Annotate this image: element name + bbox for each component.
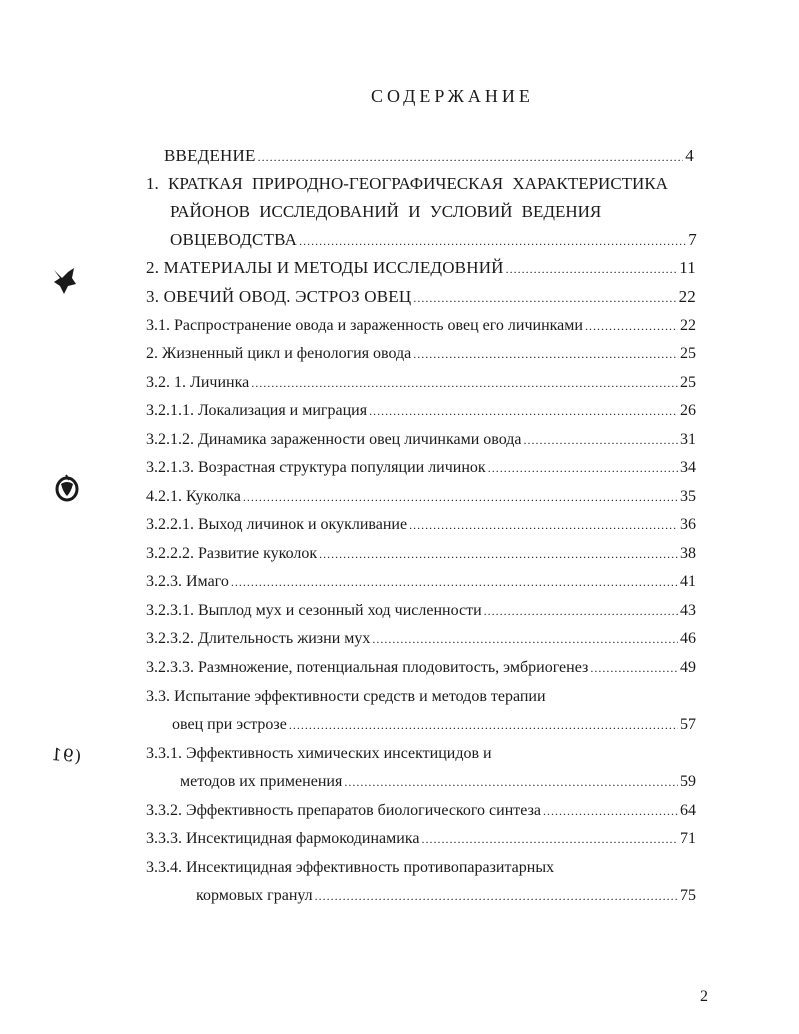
dot-leader — [344, 772, 678, 792]
toc-entry — [146, 316, 696, 336]
dot-leader — [413, 288, 676, 308]
toc-entry-label: 3.2.3. Имаго — [146, 573, 229, 590]
toc-entry-page: 4 — [685, 146, 694, 165]
toc-entry-page: 11 — [679, 258, 696, 277]
toc-entry-page: 71 — [680, 830, 696, 847]
toc-entry-page: 46 — [680, 630, 696, 647]
toc-entry-page: 43 — [680, 602, 696, 619]
toc-entry — [146, 487, 696, 507]
toc-entry-label: ВВЕДЕНИЕ — [164, 146, 256, 165]
toc-entry — [146, 430, 696, 450]
toc-entry — [146, 401, 696, 421]
toc-entry-label: 3.2.3.3. Размножение, потенциальная плодовитость, эмбриогенез — [146, 659, 589, 676]
toc-entry — [146, 344, 696, 364]
dot-leader — [409, 515, 678, 535]
dot-leader — [506, 259, 678, 279]
dot-leader — [289, 715, 678, 735]
toc-entry-label: 3.2.1.1. Локализация и миграция — [146, 402, 368, 419]
toc-entry-3-3-1-line1: 3.3.1. Эффективность химических инсектицидов и — [146, 745, 492, 762]
toc-entry-page: 7 — [688, 230, 697, 249]
toc-entry-label: 3.3.2. Эффективность препаратов биологического синтеза — [146, 802, 541, 819]
dot-leader — [243, 487, 678, 507]
dot-leader — [258, 147, 684, 167]
toc-entry-label: 3.2.3.2. Длительность жизни мух — [146, 630, 371, 647]
dot-leader — [299, 231, 686, 251]
toc-entry-chapter1 — [170, 230, 697, 251]
dot-leader — [590, 658, 678, 678]
toc-entry-chapter1-line1: 1. КРАТКАЯ ПРИРОДНО-ГЕОГРАФИЧЕСКАЯ ХАРАКТЕРИСТИКА — [146, 174, 668, 193]
handwritten-margin-note: (91 — [49, 744, 82, 768]
toc-entry-page: 57 — [680, 716, 696, 733]
toc-entry-page: 25 — [680, 374, 696, 391]
toc-entry-page: 31 — [680, 431, 696, 448]
toc-entry-label: 3.1. Распространение овода и зараженность овец его личинками — [146, 317, 583, 334]
toc-entry-chapter2 — [146, 258, 696, 279]
toc-entry-label: 2. МАТЕРИАЛЫ И МЕТОДЫ ИССЛЕДОВНИЙ — [146, 258, 504, 277]
toc-entry-page: 35 — [680, 488, 696, 505]
toc-entry-chapter3 — [146, 287, 696, 308]
toc-entry-page: 25 — [680, 345, 696, 362]
toc-entry-label: 4.2.1. Куколка — [146, 488, 241, 505]
toc-entry-page: 41 — [680, 573, 696, 590]
toc-entry-label: 3.2.2.1. Выход личинок и окукливание — [146, 516, 408, 533]
toc-entry-label: 3. ОВЕЧИЙ ОВОД. ЭСТРОЗ ОВЕЦ — [146, 287, 412, 306]
ink-stamp-mark — [50, 264, 80, 298]
toc-entry-page: 75 — [680, 887, 696, 904]
toc-entry — [146, 829, 696, 849]
toc-entry-label: овец при эстрозе — [172, 716, 287, 733]
toc-entry-label: 3.3.3. Инсектицидная фармокодинамика — [146, 830, 420, 847]
toc-entry-label: методов их применения — [180, 773, 343, 790]
toc-entry — [146, 801, 696, 821]
toc-entry-page: 38 — [680, 545, 696, 562]
toc-entry — [146, 658, 696, 678]
toc-entry — [146, 572, 696, 592]
toc-entry-label: 3.2.3.1. Выплод мух и сезонный ход численности — [146, 602, 482, 619]
dot-leader — [543, 801, 678, 821]
toc-entry-label: 3.2. 1. Личинка — [146, 374, 250, 391]
dot-leader — [488, 458, 678, 478]
toc-entry — [146, 629, 696, 649]
toc-entry-page: 22 — [678, 287, 696, 306]
toc-entry-3-3-4-line1: 3.3.4. Инсектицидная эффективность противопаразитарных — [146, 859, 555, 876]
toc-entry-page: 36 — [680, 516, 696, 533]
toc-entry — [146, 544, 696, 564]
toc-entry-page: 34 — [680, 459, 696, 476]
toc-entry-page: 22 — [680, 317, 696, 334]
toc-entry-label: 3.2.2.2. Развитие куколок — [146, 545, 318, 562]
page-title: СОДЕРЖАНИЕ — [371, 86, 534, 106]
toc-entry-page: 64 — [680, 802, 696, 819]
toc-entry-label: 2. Жизненный цикл и фенология овода — [146, 345, 412, 362]
dot-leader — [231, 572, 678, 592]
toc-entry-3-3-1 — [180, 772, 696, 792]
ink-stamp-mark — [52, 472, 82, 504]
toc-entry-label: кормовых гранул — [196, 887, 313, 904]
toc-entry — [146, 601, 696, 621]
toc-entry-chapter1-line2: РАЙОНОВ ИССЛЕДОВАНИЙ И УСЛОВИЙ ВЕДЕНИЯ — [170, 202, 602, 221]
toc-entry-page: 59 — [680, 773, 696, 790]
dot-leader — [251, 373, 678, 393]
dot-leader — [319, 544, 678, 564]
dot-leader — [413, 344, 678, 364]
dot-leader — [372, 629, 678, 649]
toc-entry-label: 3.2.1.3. Возрастная структура популяции личинок — [146, 459, 486, 476]
dot-leader — [315, 886, 678, 906]
toc-entry-3-3-line1: 3.3. Испытание эффективности средств и методов терапии — [146, 688, 546, 705]
dot-leader — [484, 601, 678, 621]
toc-entry — [146, 515, 696, 535]
toc-entry — [146, 458, 696, 478]
dot-leader — [585, 316, 678, 336]
page-number: 2 — [700, 988, 708, 1005]
toc-entry-introduction — [164, 146, 694, 167]
toc-entry-3-3 — [172, 715, 696, 735]
toc-entry-label: 3.2.1.2. Динамика зараженности овец личинками овода — [146, 431, 522, 448]
toc-entry — [146, 373, 696, 393]
toc-entry-3-3-4 — [196, 886, 696, 906]
toc-entry-page: 49 — [680, 659, 696, 676]
dot-leader — [369, 401, 678, 421]
dot-leader — [421, 829, 678, 849]
toc-entry-label: ОВЦЕВОДСТВА — [170, 230, 298, 249]
toc-entry-page: 26 — [680, 402, 696, 419]
dot-leader — [524, 430, 679, 450]
